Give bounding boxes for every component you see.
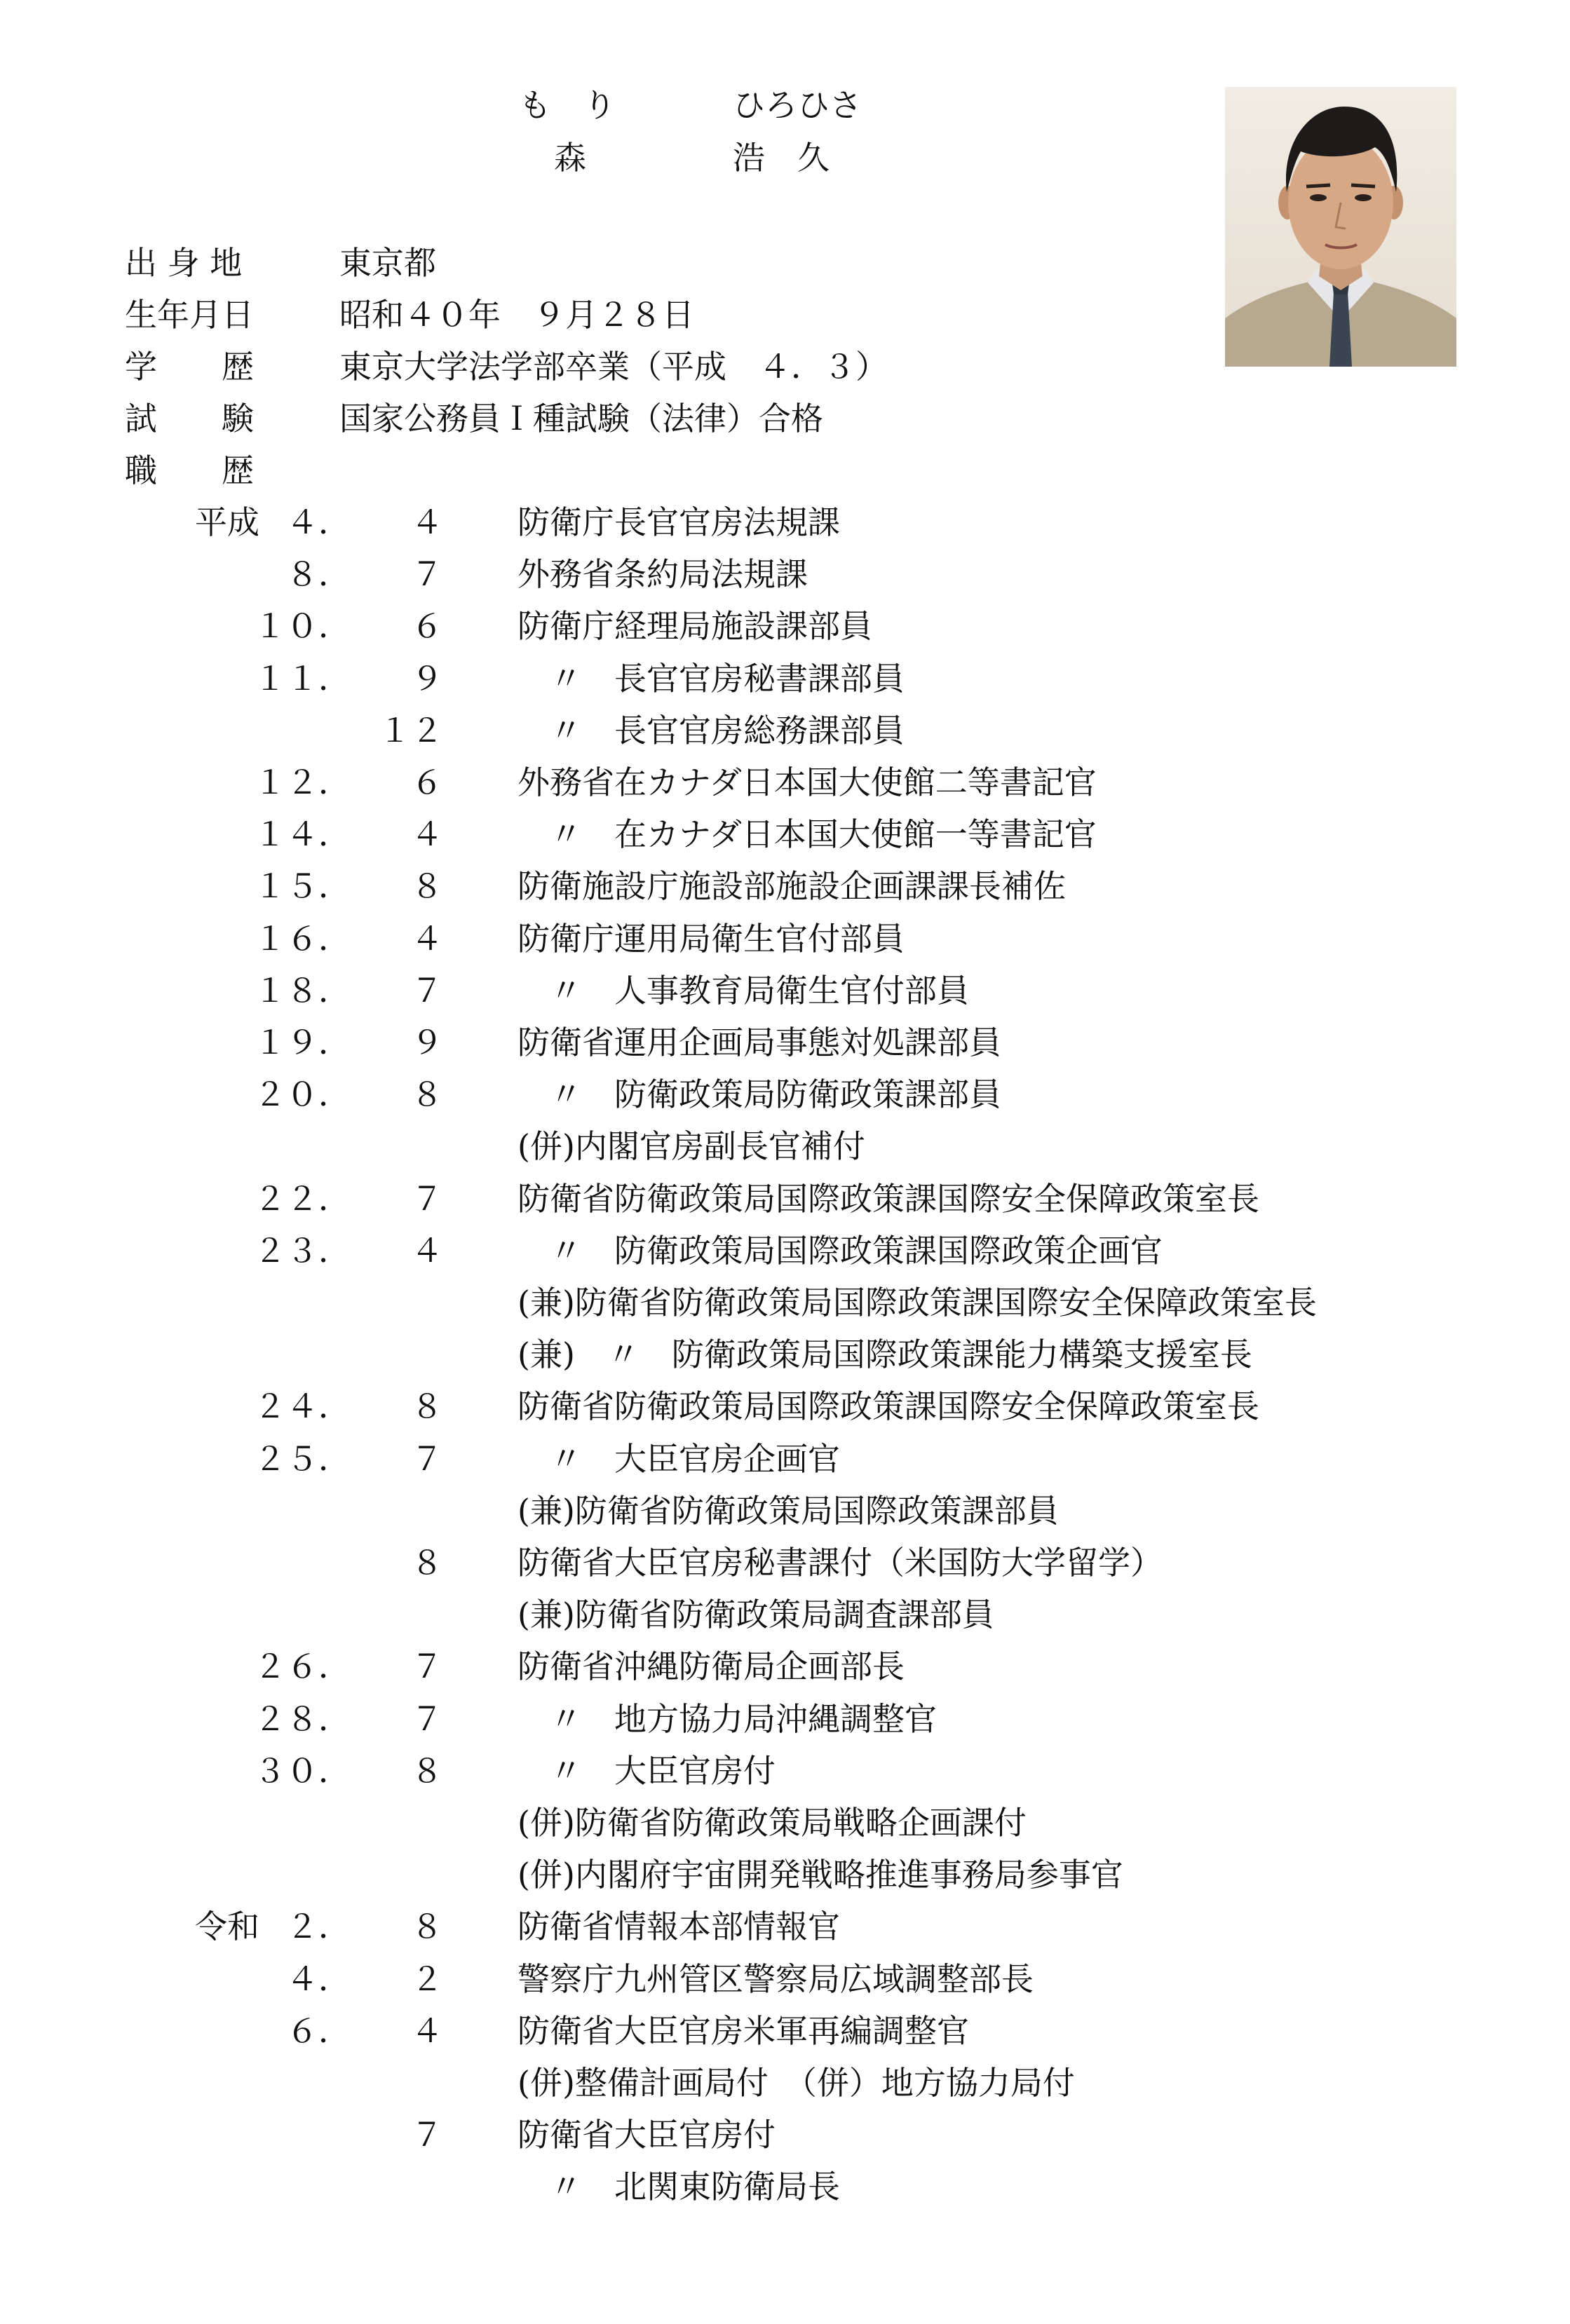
history-year: １８． bbox=[254, 972, 351, 1010]
history-month: ８ bbox=[411, 1387, 443, 1425]
history-year: ２５． bbox=[254, 1440, 351, 1478]
history-text: 防衛省大臣官房米軍再編調整官 bbox=[517, 2012, 969, 2050]
history-text: 防衛省大臣官房秘書課付（米国防大学留学） bbox=[517, 1544, 1163, 1582]
history-month: ６ bbox=[411, 763, 443, 801]
history-month: ７ bbox=[411, 1440, 443, 1478]
value-birthdate: 昭和４０年 ９月２８日 bbox=[339, 296, 694, 334]
history-year: ２４． bbox=[254, 1387, 351, 1425]
history-month: ８ bbox=[411, 1752, 443, 1790]
history-year: ６． bbox=[286, 2012, 351, 2050]
history-text: (兼)防衛省防衛政策局国際政策課部員 bbox=[517, 1492, 1059, 1530]
history-year: １２． bbox=[254, 763, 351, 801]
history-month: ４ bbox=[411, 920, 443, 958]
history-text: 〃 長官官房総務課部員 bbox=[517, 712, 905, 749]
portrait-photo bbox=[1225, 87, 1456, 367]
history-text: 防衛省情報本部情報官 bbox=[517, 1908, 840, 1945]
history-year: ４． bbox=[286, 503, 351, 541]
history-month: ８ bbox=[411, 1075, 443, 1113]
history-year: １０． bbox=[254, 607, 351, 645]
history-month: ９ bbox=[411, 660, 443, 698]
history-text: (兼)防衛省防衛政策局調査課部員 bbox=[517, 1596, 994, 1633]
label-career: 職 歴 bbox=[125, 451, 254, 489]
name-given: 浩 久 bbox=[733, 139, 830, 177]
history-text: 防衛施設庁施設部施設企画課課長補佐 bbox=[517, 867, 1066, 905]
history-text: 防衛省防衛政策局国際政策課国際安全保障政策室長 bbox=[517, 1180, 1259, 1218]
history-year: １６． bbox=[254, 920, 351, 958]
history-text: (兼) 〃 防衛政策局国際政策課能力構築支援室長 bbox=[517, 1336, 1252, 1373]
name-reading-given: ひろひさ bbox=[733, 86, 862, 124]
label-exam: 試 験 bbox=[125, 400, 254, 437]
history-text: 防衛省運用企画局事態対処課部員 bbox=[517, 1024, 1001, 1061]
history-month: ７ bbox=[411, 1180, 443, 1218]
history-month: ７ bbox=[411, 1647, 443, 1685]
history-year: ２２． bbox=[254, 1180, 351, 1218]
history-year: １１． bbox=[254, 660, 351, 698]
history-text: (兼)防衛省防衛政策局国際政策課国際安全保障政策室長 bbox=[517, 1284, 1317, 1321]
history-text: 防衛庁運用局衛生官付部員 bbox=[517, 920, 905, 958]
history-month: ４ bbox=[411, 503, 443, 541]
history-year: ４． bbox=[286, 1960, 351, 1998]
value-exam: 国家公務員Ｉ種試験（法律）合格 bbox=[339, 400, 823, 437]
history-era: 令和 bbox=[195, 1908, 259, 1945]
history-month: ９ bbox=[411, 1024, 443, 1061]
history-text: 〃 北関東防衛局長 bbox=[517, 2168, 840, 2206]
value-birthplace: 東京都 bbox=[339, 244, 436, 282]
history-year: １４． bbox=[254, 815, 351, 853]
history-year: １９． bbox=[254, 1024, 351, 1061]
name-family: 森 bbox=[554, 139, 586, 177]
history-month: ８ bbox=[411, 1544, 443, 1582]
history-text: 〃 長官官房秘書課部員 bbox=[517, 660, 905, 698]
label-birthplace: 出 身 地 bbox=[125, 244, 243, 282]
name-reading-family: も り bbox=[519, 86, 616, 124]
history-month: ２ bbox=[411, 1960, 443, 1998]
history-text: 防衛省大臣官房付 bbox=[517, 2116, 776, 2154]
history-year: ２． bbox=[286, 1908, 351, 1945]
history-month: １２ bbox=[379, 712, 443, 749]
label-birthdate: 生年月日 bbox=[125, 296, 254, 334]
history-year: ２３． bbox=[254, 1232, 351, 1270]
history-text: (併)防衛省防衛政策局戦略企画課付 bbox=[517, 1804, 1027, 1842]
history-text: 〃 在カナダ日本国大使館一等書記官 bbox=[517, 815, 1097, 853]
history-text: (併)内閣府宇宙開発戦略推進事務局参事官 bbox=[517, 1856, 1123, 1894]
history-month: ７ bbox=[411, 972, 443, 1010]
history-text: 〃 大臣官房付 bbox=[517, 1752, 776, 1790]
history-text: 防衛庁長官官房法規課 bbox=[517, 503, 840, 541]
history-text: 防衛省沖縄防衛局企画部長 bbox=[517, 1647, 905, 1685]
history-text: 防衛庁経理局施設課部員 bbox=[517, 607, 872, 645]
history-text: 〃 防衛政策局防衛政策課部員 bbox=[517, 1075, 1001, 1113]
history-text: 外務省条約局法規課 bbox=[517, 555, 808, 593]
history-month: ８ bbox=[411, 867, 443, 905]
history-text: 〃 大臣官房企画官 bbox=[517, 1440, 840, 1478]
history-year: ２６． bbox=[254, 1647, 351, 1685]
label-education: 学 歴 bbox=[125, 348, 254, 386]
history-year: １５． bbox=[254, 867, 351, 905]
history-text: 〃 防衛政策局国際政策課国際政策企画官 bbox=[517, 1232, 1163, 1270]
history-month: ４ bbox=[411, 1232, 443, 1270]
history-month: ８ bbox=[411, 1908, 443, 1945]
history-era: 平成 bbox=[195, 503, 259, 541]
history-text: 防衛省防衛政策局国際政策課国際安全保障政策室長 bbox=[517, 1387, 1259, 1425]
history-year: ８． bbox=[286, 555, 351, 593]
history-text: 警察庁九州管区警察局広域調整部長 bbox=[517, 1960, 1034, 1998]
history-text: 〃 地方協力局沖縄調整官 bbox=[517, 1700, 937, 1738]
history-text: 外務省在カナダ日本国大使館二等書記官 bbox=[517, 763, 1097, 801]
value-education: 東京大学法学部卒業（平成 ４．３） bbox=[339, 348, 888, 386]
history-month: ７ bbox=[411, 555, 443, 593]
history-text: (併)整備計画局付 （併）地方協力局付 bbox=[517, 2064, 1075, 2102]
history-year: ２８． bbox=[254, 1700, 351, 1738]
history-month: ７ bbox=[411, 1700, 443, 1738]
history-year: ３０． bbox=[254, 1752, 351, 1790]
history-text: (併)内閣官房副長官補付 bbox=[517, 1127, 865, 1165]
history-month: ７ bbox=[411, 2116, 443, 2154]
history-month: ４ bbox=[411, 2012, 443, 2050]
history-year: ２０． bbox=[254, 1075, 351, 1113]
history-month: ４ bbox=[411, 815, 443, 853]
history-text: 〃 人事教育局衛生官付部員 bbox=[517, 972, 969, 1010]
history-month: ６ bbox=[411, 607, 443, 645]
